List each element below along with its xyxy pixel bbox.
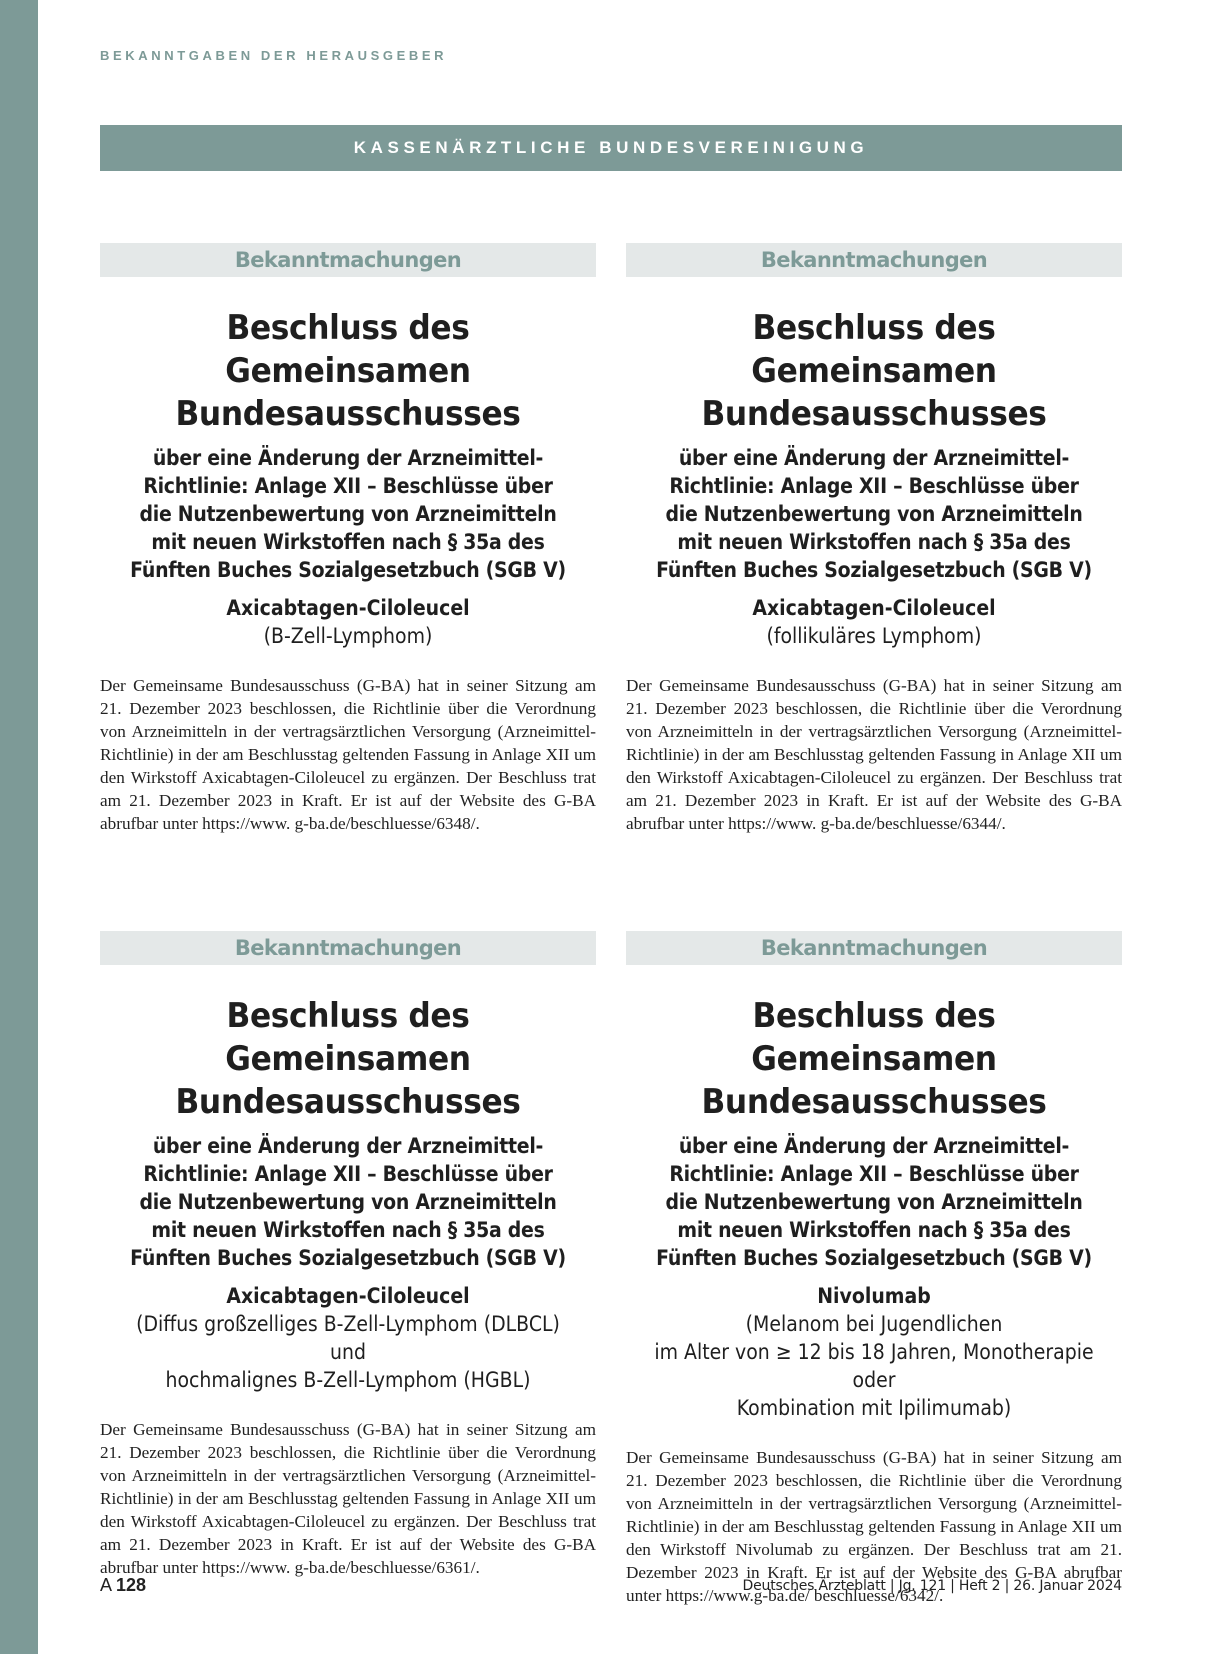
category-label: Bekanntmachungen bbox=[626, 931, 1122, 965]
page-number-value: 128 bbox=[116, 1575, 147, 1595]
section-label: BEKANNTGABEN DER HERAUSGEBER bbox=[100, 48, 448, 63]
announcement-nivolumab bbox=[626, 931, 1122, 1607]
organization-banner bbox=[100, 125, 1122, 171]
category-label: Bekanntmachungen bbox=[100, 931, 596, 965]
indication: (B-Zell-Lymphom) bbox=[263, 624, 433, 648]
page-number bbox=[100, 1575, 146, 1596]
announcement-subtitle: über eine Änderung der Arzneimittel-Richtlinie: Anlage XII – Beschlüsse über die Nutzenbewertung von Arzneimitteln mit neuen Wirkstoffen nach § 35a des Fünften Buches Sozialgesetzbuch (SGB V) bbox=[656, 446, 1092, 582]
announcement-body: Der Gemeinsame Bundesausschuss (G-BA) hat in seiner Sitzung am 21. Dezember 2023 beschlossen, die Richtlinie über die Verordnung von Arzneimitteln in der vertragsärztlichen Versorgung (Arzneimittel-Richtlinie) in der am Beschlusstag geltenden Fassung in Anlage XII um den Wirkstoff Axicabtagen-Ciloleucel zu ergänzen. Der Beschluss trat am 21. Dezember 2023 in Kraft. Er ist auf der Website des G-BA abrufbar unter https://www. g-ba.de/beschluesse/6361/. bbox=[100, 1420, 596, 1577]
announcement-subtitle: über eine Änderung der Arzneimittel-Richtlinie: Anlage XII – Beschlüsse über die Nutzenbewertung von Arzneimitteln mit neuen Wirkstoffen nach § 35a des Fünften Buches Sozialgesetzbuch (SGB V) bbox=[130, 1134, 566, 1270]
announcement-subtitle: über eine Änderung der Arzneimittel-Richtlinie: Anlage XII – Beschlüsse über die Nutzenbewertung von Arzneimitteln mit neuen Wirkstoffen nach § 35a des Fünften Buches Sozialgesetzbuch (SGB V) bbox=[656, 1134, 1092, 1270]
drug-name: Axicabtagen-Ciloleucel bbox=[226, 596, 470, 620]
category-label: Bekanntmachungen bbox=[100, 243, 596, 277]
drug-name: Nivolumab bbox=[817, 1284, 931, 1308]
announcement-axicabtagen-b-zell bbox=[100, 243, 596, 835]
drug-name: Axicabtagen-Ciloleucel bbox=[752, 596, 996, 620]
announcement-title: Beschluss des Gemeinsamen Bundesausschusses bbox=[701, 308, 1047, 434]
announcement-subtitle: über eine Änderung der Arzneimittel-Richtlinie: Anlage XII – Beschlüsse über die Nutzenbewertung von Arzneimitteln mit neuen Wirkstoffen nach § 35a des Fünften Buches Sozialgesetzbuch (SGB V) bbox=[130, 446, 566, 582]
category-label: Bekanntmachungen bbox=[626, 243, 1122, 277]
drug-name: Axicabtagen-Ciloleucel bbox=[226, 1284, 470, 1308]
indication: (Diffus großzelliges B-Zell-Lymphom (DLBCL) und hochmalignes B-Zell-Lymphom (HGBL) bbox=[136, 1312, 560, 1392]
announcement-title: Beschluss des Gemeinsamen Bundesausschusses bbox=[701, 996, 1047, 1122]
announcement-body: Der Gemeinsame Bundesausschuss (G-BA) hat in seiner Sitzung am 21. Dezember 2023 beschlossen, die Richtlinie über die Verordnung von Arzneimitteln in der vertragsärztlichen Versorgung (Arzneimittel-Richtlinie) in der am Beschlusstag geltenden Fassung in Anlage XII um den Wirkstoff Axicabtagen-Ciloleucel zu ergänzen. Der Beschluss trat am 21. Dezember 2023 in Kraft. Er ist auf der Website des G-BA abrufbar unter https://www. g-ba.de/beschluesse/6344/. bbox=[626, 676, 1122, 833]
announcement-axicabtagen-follikulaer bbox=[626, 243, 1122, 835]
announcement-body: Der Gemeinsame Bundesausschuss (G-BA) hat in seiner Sitzung am 21. Dezember 2023 beschlossen, die Richtlinie über die Verordnung von Arzneimitteln in der vertragsärztlichen Versorgung (Arzneimittel-Richtlinie) in der am Beschlusstag geltenden Fassung in Anlage XII um den Wirkstoff Axicabtagen-Ciloleucel zu ergänzen. Der Beschluss trat am 21. Dezember 2023 in Kraft. Er ist auf der Website des G-BA abrufbar unter https://www. g-ba.de/beschluesse/6348/. bbox=[100, 676, 596, 833]
journal-info: Deutsches Ärzteblatt | Jg. 121 | Heft 2 | 26. Januar 2024 bbox=[742, 1578, 1122, 1594]
side-color-strip bbox=[0, 0, 38, 1654]
banner-title: KASSENÄRZTLICHE BUNDESVEREINIGUNG bbox=[353, 138, 869, 157]
announcement-title: Beschluss des Gemeinsamen Bundesausschusses bbox=[175, 308, 521, 434]
announcement-body: Der Gemeinsame Bundesausschuss (G-BA) hat in seiner Sitzung am 21. Dezember 2023 beschlossen, die Richtlinie über die Verordnung von Arzneimitteln in der vertragsärztlichen Versorgung (Arzneimittel-Richtlinie) in der am Beschlusstag geltenden Fassung in Anlage XII um den Wirkstoff Nivolumab zu ergänzen. Der Beschluss trat am 21. Dezember 2023 in Kraft. Er ist auf der Website des G-BA abrufbar unter https://www.g-ba.de/ beschluesse/6342/. bbox=[626, 1448, 1122, 1605]
indication: (Melanom bei Jugendlichen im Alter von ≥ 12 bis 18 Jahren, Monotherapie oder Kombination mit Ipilimumab) bbox=[654, 1312, 1094, 1420]
page-prefix: A bbox=[100, 1575, 112, 1595]
indication: (follikuläres Lymphom) bbox=[766, 624, 982, 648]
announcement-title: Beschluss des Gemeinsamen Bundesausschusses bbox=[175, 996, 521, 1122]
announcement-axicabtagen-dlbcl bbox=[100, 931, 596, 1579]
